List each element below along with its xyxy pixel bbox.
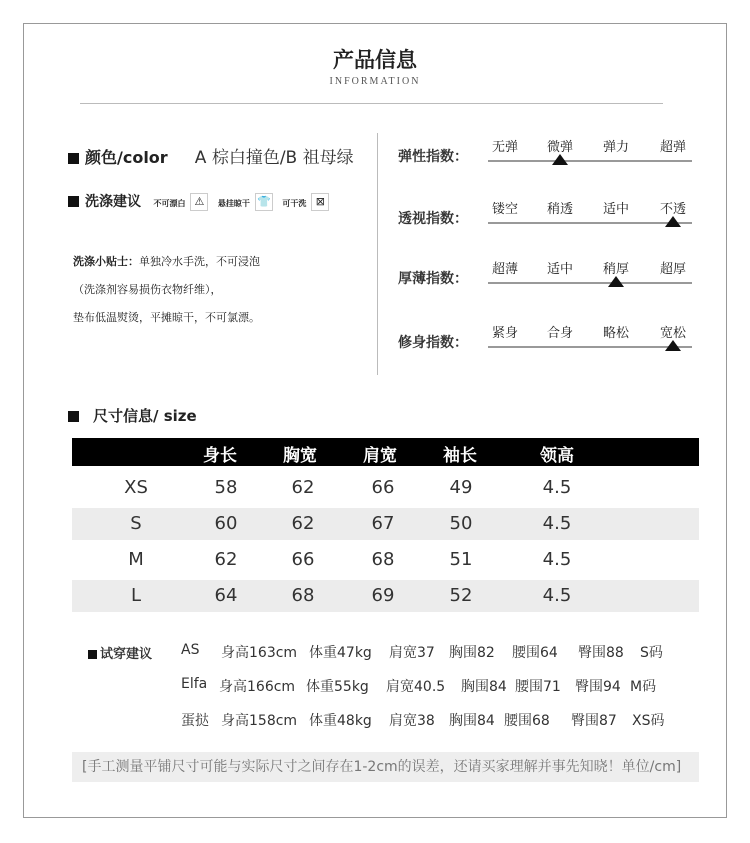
table-cell: 68	[371, 549, 395, 570]
tryon-cell: 臀围94	[575, 679, 621, 695]
tryon-cell: S码	[640, 645, 663, 661]
hang-dry-icon: 👕	[255, 193, 273, 211]
table-cell: 69	[371, 585, 395, 606]
size-table-header	[72, 438, 699, 466]
col-header: 袖长	[443, 446, 477, 466]
index-option: 略松	[602, 326, 630, 341]
index-option: 合身	[546, 326, 574, 341]
square-bullet-icon	[88, 650, 97, 659]
measurement-note: [手工测量平铺尺寸可能与实际尺寸之间存在1-2cm的误差，还请买家理解并事先知晓！单位/cm]	[72, 752, 699, 782]
tips-line: （洗涤剂容易损伤衣物纤维），	[73, 283, 222, 296]
table-cell: 49	[449, 477, 473, 498]
wash-item-label: 不可漂白	[153, 199, 186, 208]
index-option: 微弹	[546, 140, 574, 155]
tryon-cell: 体重48kg	[309, 713, 372, 729]
tryon-cell: Elfa	[181, 676, 208, 692]
tryon-cell: 腰围64	[512, 645, 558, 661]
square-bullet-icon	[68, 411, 79, 422]
square-bullet-icon	[68, 196, 79, 207]
index-marker-icon	[552, 154, 568, 165]
color-value: A 棕白撞色/B 祖母绿	[194, 148, 354, 168]
col-header: 领高	[540, 446, 574, 466]
col-header: 肩宽	[363, 446, 397, 466]
table-cell: 62	[291, 513, 315, 534]
table-cell: 62	[291, 477, 315, 498]
tips-title: 洗涤小贴士：	[73, 255, 139, 268]
table-cell: 50	[449, 513, 473, 534]
tryon-cell: 肩宽37	[389, 645, 435, 661]
tryon-cell: AS	[181, 642, 200, 658]
tryon-cell: 身高163cm	[221, 645, 298, 661]
index-option: 弹力	[602, 140, 630, 155]
tryon-cell: 身高166cm	[219, 679, 296, 695]
tryon-cell: 腰围68	[504, 713, 550, 729]
tryon-cell: M码	[630, 679, 657, 695]
tryon-cell: 臀围88	[578, 645, 624, 661]
index-option: 稍厚	[602, 262, 630, 277]
wash-tips	[73, 248, 260, 332]
col-header: 胸宽	[283, 446, 317, 466]
tryon-cell: 蛋挞	[181, 713, 209, 729]
table-row	[72, 508, 699, 540]
index-option: 超弹	[659, 140, 687, 155]
color-row	[68, 143, 354, 168]
table-cell: 66	[371, 477, 395, 498]
square-bullet-icon	[68, 153, 79, 164]
table-cell: 68	[291, 585, 315, 606]
table-cell: 60	[214, 513, 238, 534]
size-label: 尺寸信息/ size	[93, 407, 197, 425]
page-title: 产品信息	[333, 48, 417, 72]
dry-clean-icon: ⊠	[311, 193, 329, 211]
table-cell: 51	[449, 549, 473, 570]
table-cell: 4.5	[542, 585, 572, 606]
index-option: 超薄	[491, 262, 519, 277]
table-cell: S	[130, 513, 142, 534]
table-cell: 58	[214, 477, 238, 498]
tryon-cell: 身高158cm	[221, 713, 298, 729]
index-option: 无弹	[491, 140, 519, 155]
tryon-heading	[88, 643, 152, 662]
wash-row	[68, 191, 334, 211]
index-label: 厚薄指数：	[398, 271, 468, 287]
no-bleach-icon: ⚠	[190, 193, 208, 211]
tryon-cell: 肩宽40.5	[386, 679, 446, 695]
tryon-cell: 胸围82	[449, 645, 495, 661]
wash-item-label: 悬挂晾干	[217, 199, 250, 208]
table-cell: 4.5	[542, 477, 572, 498]
table-cell: M	[128, 549, 144, 570]
index-option: 镂空	[491, 202, 519, 217]
table-row	[72, 544, 699, 576]
index-option: 紧身	[491, 326, 519, 341]
tryon-cell: 肩宽38	[389, 713, 435, 729]
tips-line: 垫布低温熨烫，平摊晾干，不可氯漂。	[73, 311, 260, 324]
index-option: 超厚	[659, 262, 687, 277]
table-cell: 64	[214, 585, 238, 606]
index-track	[488, 282, 692, 284]
size-heading	[68, 405, 197, 426]
index-option: 宽松	[659, 326, 687, 341]
tryon-cell: 腰围71	[515, 679, 561, 695]
tips-line: 单独冷水手洗，不可浸泡	[139, 255, 260, 268]
index-option: 不透	[659, 202, 687, 217]
wash-item-label: 可干洗	[282, 199, 307, 208]
index-option: 适中	[546, 262, 574, 277]
divider-vertical	[377, 133, 378, 375]
tryon-cell: 臀围87	[571, 713, 617, 729]
index-option: 稍透	[546, 202, 574, 217]
table-cell: L	[130, 585, 142, 606]
index-marker-icon	[608, 276, 624, 287]
col-header: 身长	[203, 446, 237, 466]
table-row	[72, 580, 699, 612]
table-cell: 62	[214, 549, 238, 570]
index-track	[488, 346, 692, 348]
divider	[80, 103, 663, 104]
index-label: 修身指数：	[398, 335, 468, 351]
index-track	[488, 160, 692, 162]
tryon-cell: 体重47kg	[309, 645, 372, 661]
tryon-cell: 胸围84	[449, 713, 495, 729]
table-cell: XS	[124, 477, 148, 498]
tryon-cell: 体重55kg	[306, 679, 369, 695]
index-label: 弹性指数：	[398, 149, 468, 165]
tryon-label: 试穿建议	[100, 647, 153, 662]
wash-label: 洗涤建议	[85, 194, 141, 210]
index-label: 透视指数：	[398, 211, 468, 227]
table-cell: 4.5	[542, 513, 572, 534]
index-marker-icon	[665, 340, 681, 351]
color-label: 颜色/color	[85, 148, 168, 167]
page-subtitle: INFORMATION	[329, 76, 421, 87]
tryon-cell: 胸围84	[461, 679, 507, 695]
index-track	[488, 222, 692, 224]
index-marker-icon	[665, 216, 681, 227]
tryon-cell: XS码	[632, 713, 665, 729]
table-cell: 52	[449, 585, 473, 606]
table-cell: 67	[371, 513, 395, 534]
table-cell: 66	[291, 549, 315, 570]
table-cell: 4.5	[542, 549, 572, 570]
table-row	[72, 472, 699, 504]
index-option: 适中	[602, 202, 630, 217]
